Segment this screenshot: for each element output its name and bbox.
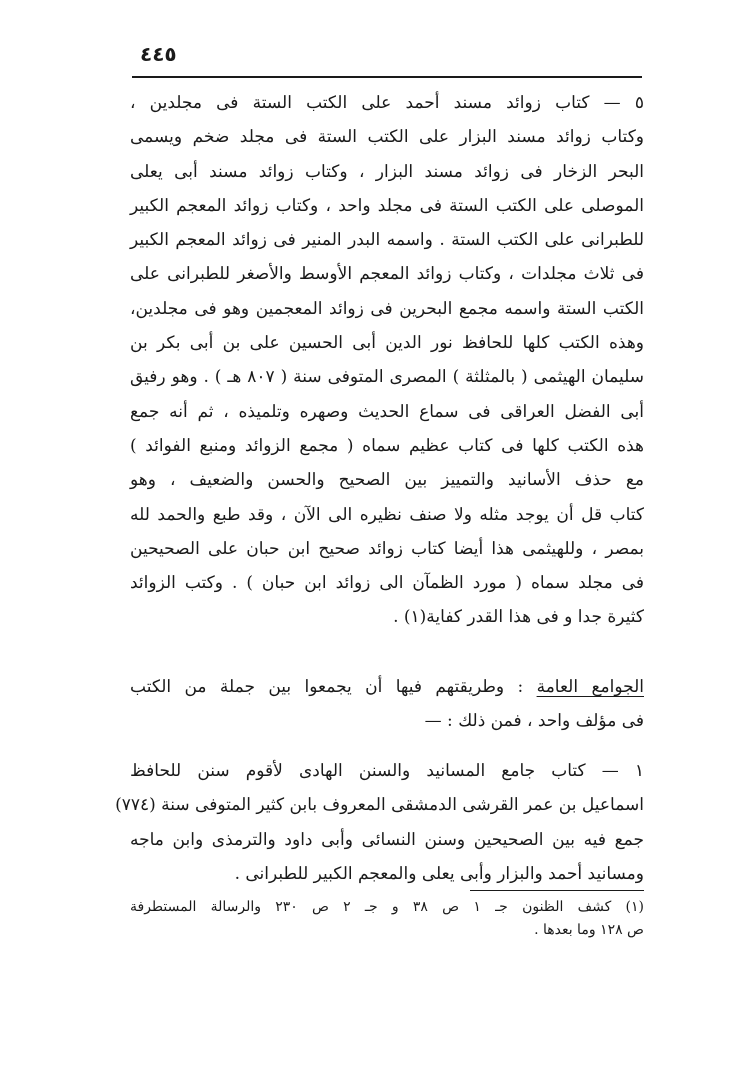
text-line: بمصر ، وللهيثمى هذا أيضا كتاب زوائد صحيح ابن حبان على الصحيحين <box>130 538 644 559</box>
text-line: اسماعيل بن عمر القرشى الدمشقى المعروف بابن كثير المتوفى سنة (٧٧٤) <box>115 795 644 816</box>
main-paragraph <box>130 86 644 635</box>
section-term-description: : وطريقتهم فيها أن يجمعوا بين جملة من الكتب <box>130 677 537 697</box>
text-line: فى مؤلف واحد ، فمن ذلك : — <box>424 711 644 732</box>
footnote <box>130 896 644 942</box>
footnote-rule <box>470 890 644 891</box>
header-rule <box>132 76 642 78</box>
list-item <box>115 754 644 891</box>
text-line: ١ — كتاب جامع المسانيد والسنن الهادى لأقوم سنن للحافظ <box>130 761 644 781</box>
text-line: وكتاب زوائد مسند البزار على الكتب الستة فى مجلد ضخم ويسمى <box>130 127 644 148</box>
text-line: الكتب الستة واسمه مجمع البحرين فى زوائد المعجمين وهو فى مجلدين، <box>130 298 644 319</box>
text-line: أبى الفضل العراقى فى سماع الحديث وصهره وتلميذه ، ثم أنه جمع <box>130 401 644 422</box>
footnote-line: (١) كشف الظنون جـ ١ ص ٣٨ و جـ ٢ ص ٢٣٠ والرسالة المستطرفة <box>130 899 644 915</box>
text-line: ٥ — كتاب زوائد مسند أحمد على الكتب الستة فى مجلدين ، <box>130 93 644 113</box>
text-line: وهذه الكتب كلها للحافظ نور الدين أبى الحسين على بن أبى بكر بن <box>130 333 644 354</box>
text-line: هذه الكتب كلها فى كتاب عظيم سماه ( مجمع الزوائد ومنبع الفوائد ) <box>130 435 644 456</box>
page-number: ٤٤٥ <box>140 42 177 66</box>
text-line: الموصلى على الكتب الستة فى مجلد واحد ، وكتاب زوائد المعجم الكبير <box>130 195 644 216</box>
text-line: البحر الزخار فى زوائد مسند البزار ، وكتاب زوائد مسند أبى يعلى <box>130 161 644 182</box>
text-line: فى ثلاث مجلدات ، وكتاب زوائد المعجم الأوسط والأصغر للطبرانى على <box>130 264 644 285</box>
text-line: سليمان الهيثمى ( بالمثلثة ) المصرى المتوفى سنة ( ٨٠٧ هـ ) . وهو رفيق <box>130 367 644 388</box>
section-term: الجوامع العامة <box>536 677 644 697</box>
text-line: فى مجلد سماه ( مورد الظمآن الى زوائد ابن حبان ) . وكتب الزوائد <box>130 573 644 594</box>
footnote-line: ص ١٢٨ وما بعدها . <box>534 922 644 938</box>
text-line: كتاب قل أن يوجد مثله ولا صنف نظيره الى الآن ، وقد طبع والحمد لله <box>130 504 644 525</box>
text-line: جمع فيه بين الصحيحين وسنن النسائى وأبى داود والترمذى وابن ماجه <box>130 829 644 850</box>
text-line: كثيرة جدا و فى هذا القدر كفاية(١) . <box>393 607 644 628</box>
general-collections-paragraph <box>130 670 644 739</box>
text-line: ومسانيد أحمد والبزار وأبى يعلى والمعجم الكبير للطبرانى . <box>234 863 644 884</box>
text-line <box>130 670 644 704</box>
text-line: مع حذف الأسانيد والتمييز بين الصحيح والحسن والضعيف ، وهو <box>130 470 644 491</box>
text-line: للطبرانى على الكتب الستة . واسمه البدر المنير فى زوائد المعجم الكبير <box>130 230 644 251</box>
